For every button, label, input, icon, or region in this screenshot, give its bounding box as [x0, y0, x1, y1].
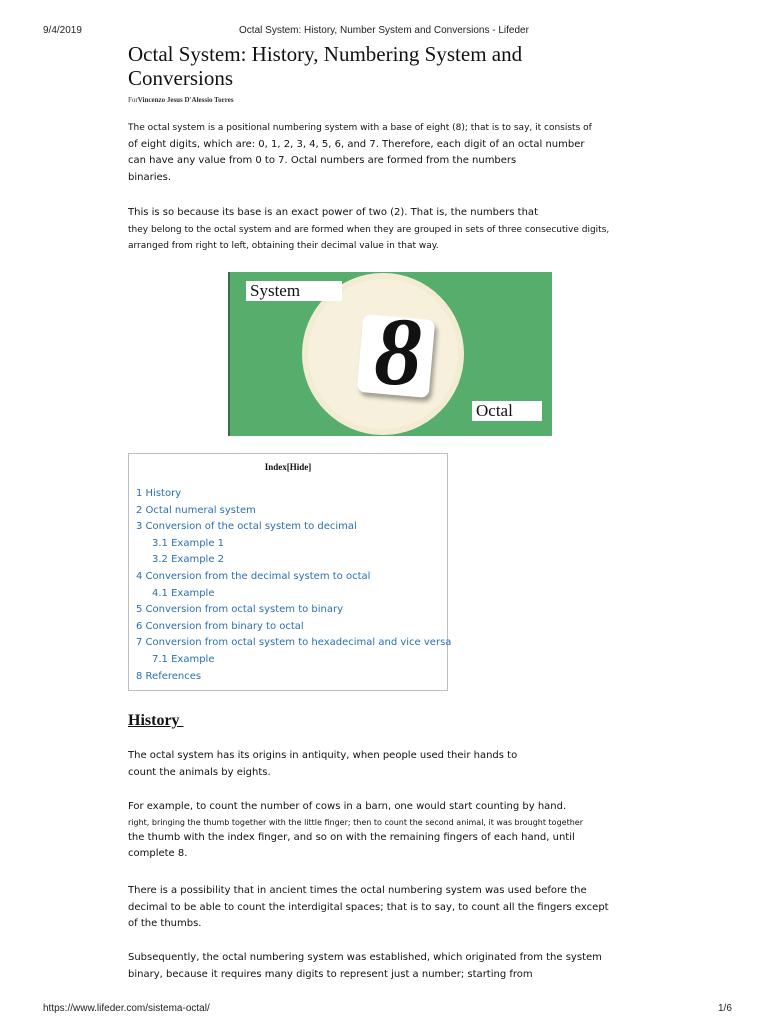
- toc-link-example[interactable]: 4.1 Example: [152, 587, 215, 599]
- base-line: arranged from right to left, obtaining their decimal value in that way.: [128, 241, 439, 251]
- history-line: Subsequently, the octal numbering system was established, which originated from the system: [128, 952, 602, 963]
- byline: [128, 96, 234, 104]
- toc-link-binary-to-octal[interactable]: 6 Conversion from binary to octal: [136, 620, 304, 632]
- toc-link-history[interactable]: 1 History: [136, 488, 182, 499]
- history-paragraph-2: [128, 799, 648, 863]
- toc-link-example[interactable]: 7.1 Example: [152, 653, 215, 665]
- toc-link-decimal-to-octal[interactable]: 4 Conversion from the decimal system to octal: [136, 570, 371, 582]
- print-url: https://www.lifeder.com/sistema-octal/: [43, 1003, 210, 1014]
- toc-link-octal-to-decimal[interactable]: 3 Conversion of the octal system to decimal: [136, 521, 357, 533]
- image-label-system: System: [246, 281, 342, 301]
- history-line: right, bringing the thumb together with the little finger; then to count the second animal, it was brought together: [128, 817, 583, 827]
- history-line: binary, because it requires many digits to represent just a number; starting from: [128, 968, 533, 980]
- history-paragraph-4: [128, 950, 648, 983]
- history-line: For example, to count the number of cows in a barn, one would start counting by hand.: [128, 801, 567, 812]
- history-line: complete 8.: [128, 848, 188, 859]
- history-line: count the animals by eights.: [128, 766, 271, 778]
- table-of-contents: [128, 453, 452, 691]
- base-line: they belong to the octal system and are formed when they are grouped in sets of three consecutive digits,: [128, 224, 610, 235]
- intro-paragraph: [128, 120, 648, 186]
- print-date: 9/4/2019: [43, 25, 82, 36]
- print-page-title: Octal System: History, Number System and Conversions - Lifeder: [239, 25, 529, 36]
- article-title: [128, 42, 668, 90]
- intro-line: binaries.: [128, 171, 172, 183]
- history-line: of the thumbs.: [128, 918, 202, 929]
- byline-prefix: For: [128, 96, 138, 104]
- article-title-line-1: Octal System: History, Numbering System and: [128, 42, 523, 66]
- intro-line: of eight digits, which are: 0, 1, 2, 3, 4, 5, 6, and 7. Therefore, each digit of an octal number: [128, 138, 585, 150]
- image-label-octal: Octal: [472, 401, 542, 421]
- history-line: The octal system has its origins in antiquity, when people used their hands to: [128, 750, 518, 761]
- toc-link-example-1[interactable]: 3.1 Example 1: [152, 537, 225, 549]
- history-paragraph-3: [128, 883, 648, 933]
- history-line: decimal to be able to count the interdigital spaces; that is to say, to count all the fingers except: [128, 901, 609, 913]
- intro-line: can have any value from 0 to 7. Octal numbers are formed from the numbers: [128, 155, 517, 166]
- history-paragraph-1: [128, 748, 648, 781]
- toc-link-octal-to-binary[interactable]: 5 Conversion from octal system to binary: [136, 604, 344, 616]
- octal-system-image: [228, 272, 552, 436]
- toc-link-octal-hexadecimal[interactable]: 7 Conversion from octal system to hexadecimal and vice versa: [136, 637, 452, 649]
- history-line: There is a possibility that in ancient times the octal numbering system was used before the: [128, 885, 587, 896]
- toc-link-references[interactable]: 8 References: [136, 670, 202, 682]
- base-paragraph: [128, 205, 648, 255]
- article-title-line-2: Conversions: [128, 66, 233, 90]
- digit-eight: 8: [374, 298, 422, 405]
- intro-line: The octal system is a positional numbering system with a base of eight (8); that is to say, it consists of: [128, 123, 592, 133]
- toc-link-example-2[interactable]: 3.2 Example 2: [152, 554, 225, 566]
- toc-link-octal-numeral-system[interactable]: 2 Octal numeral system: [136, 504, 256, 516]
- index-title[interactable]: Index[Hide]: [264, 462, 312, 472]
- history-heading: History: [128, 712, 184, 729]
- history-line: the thumb with the index finger, and so on with the remaining fingers of each hand, until: [128, 831, 575, 843]
- author-link[interactable]: Vincenzo Jesus D'Alessio Torres: [137, 96, 234, 104]
- toc-list: [136, 486, 451, 685]
- print-page-number: 1/6: [718, 1003, 732, 1014]
- base-line: This is so because its base is an exact power of two (2). That is, the numbers that: [128, 207, 538, 218]
